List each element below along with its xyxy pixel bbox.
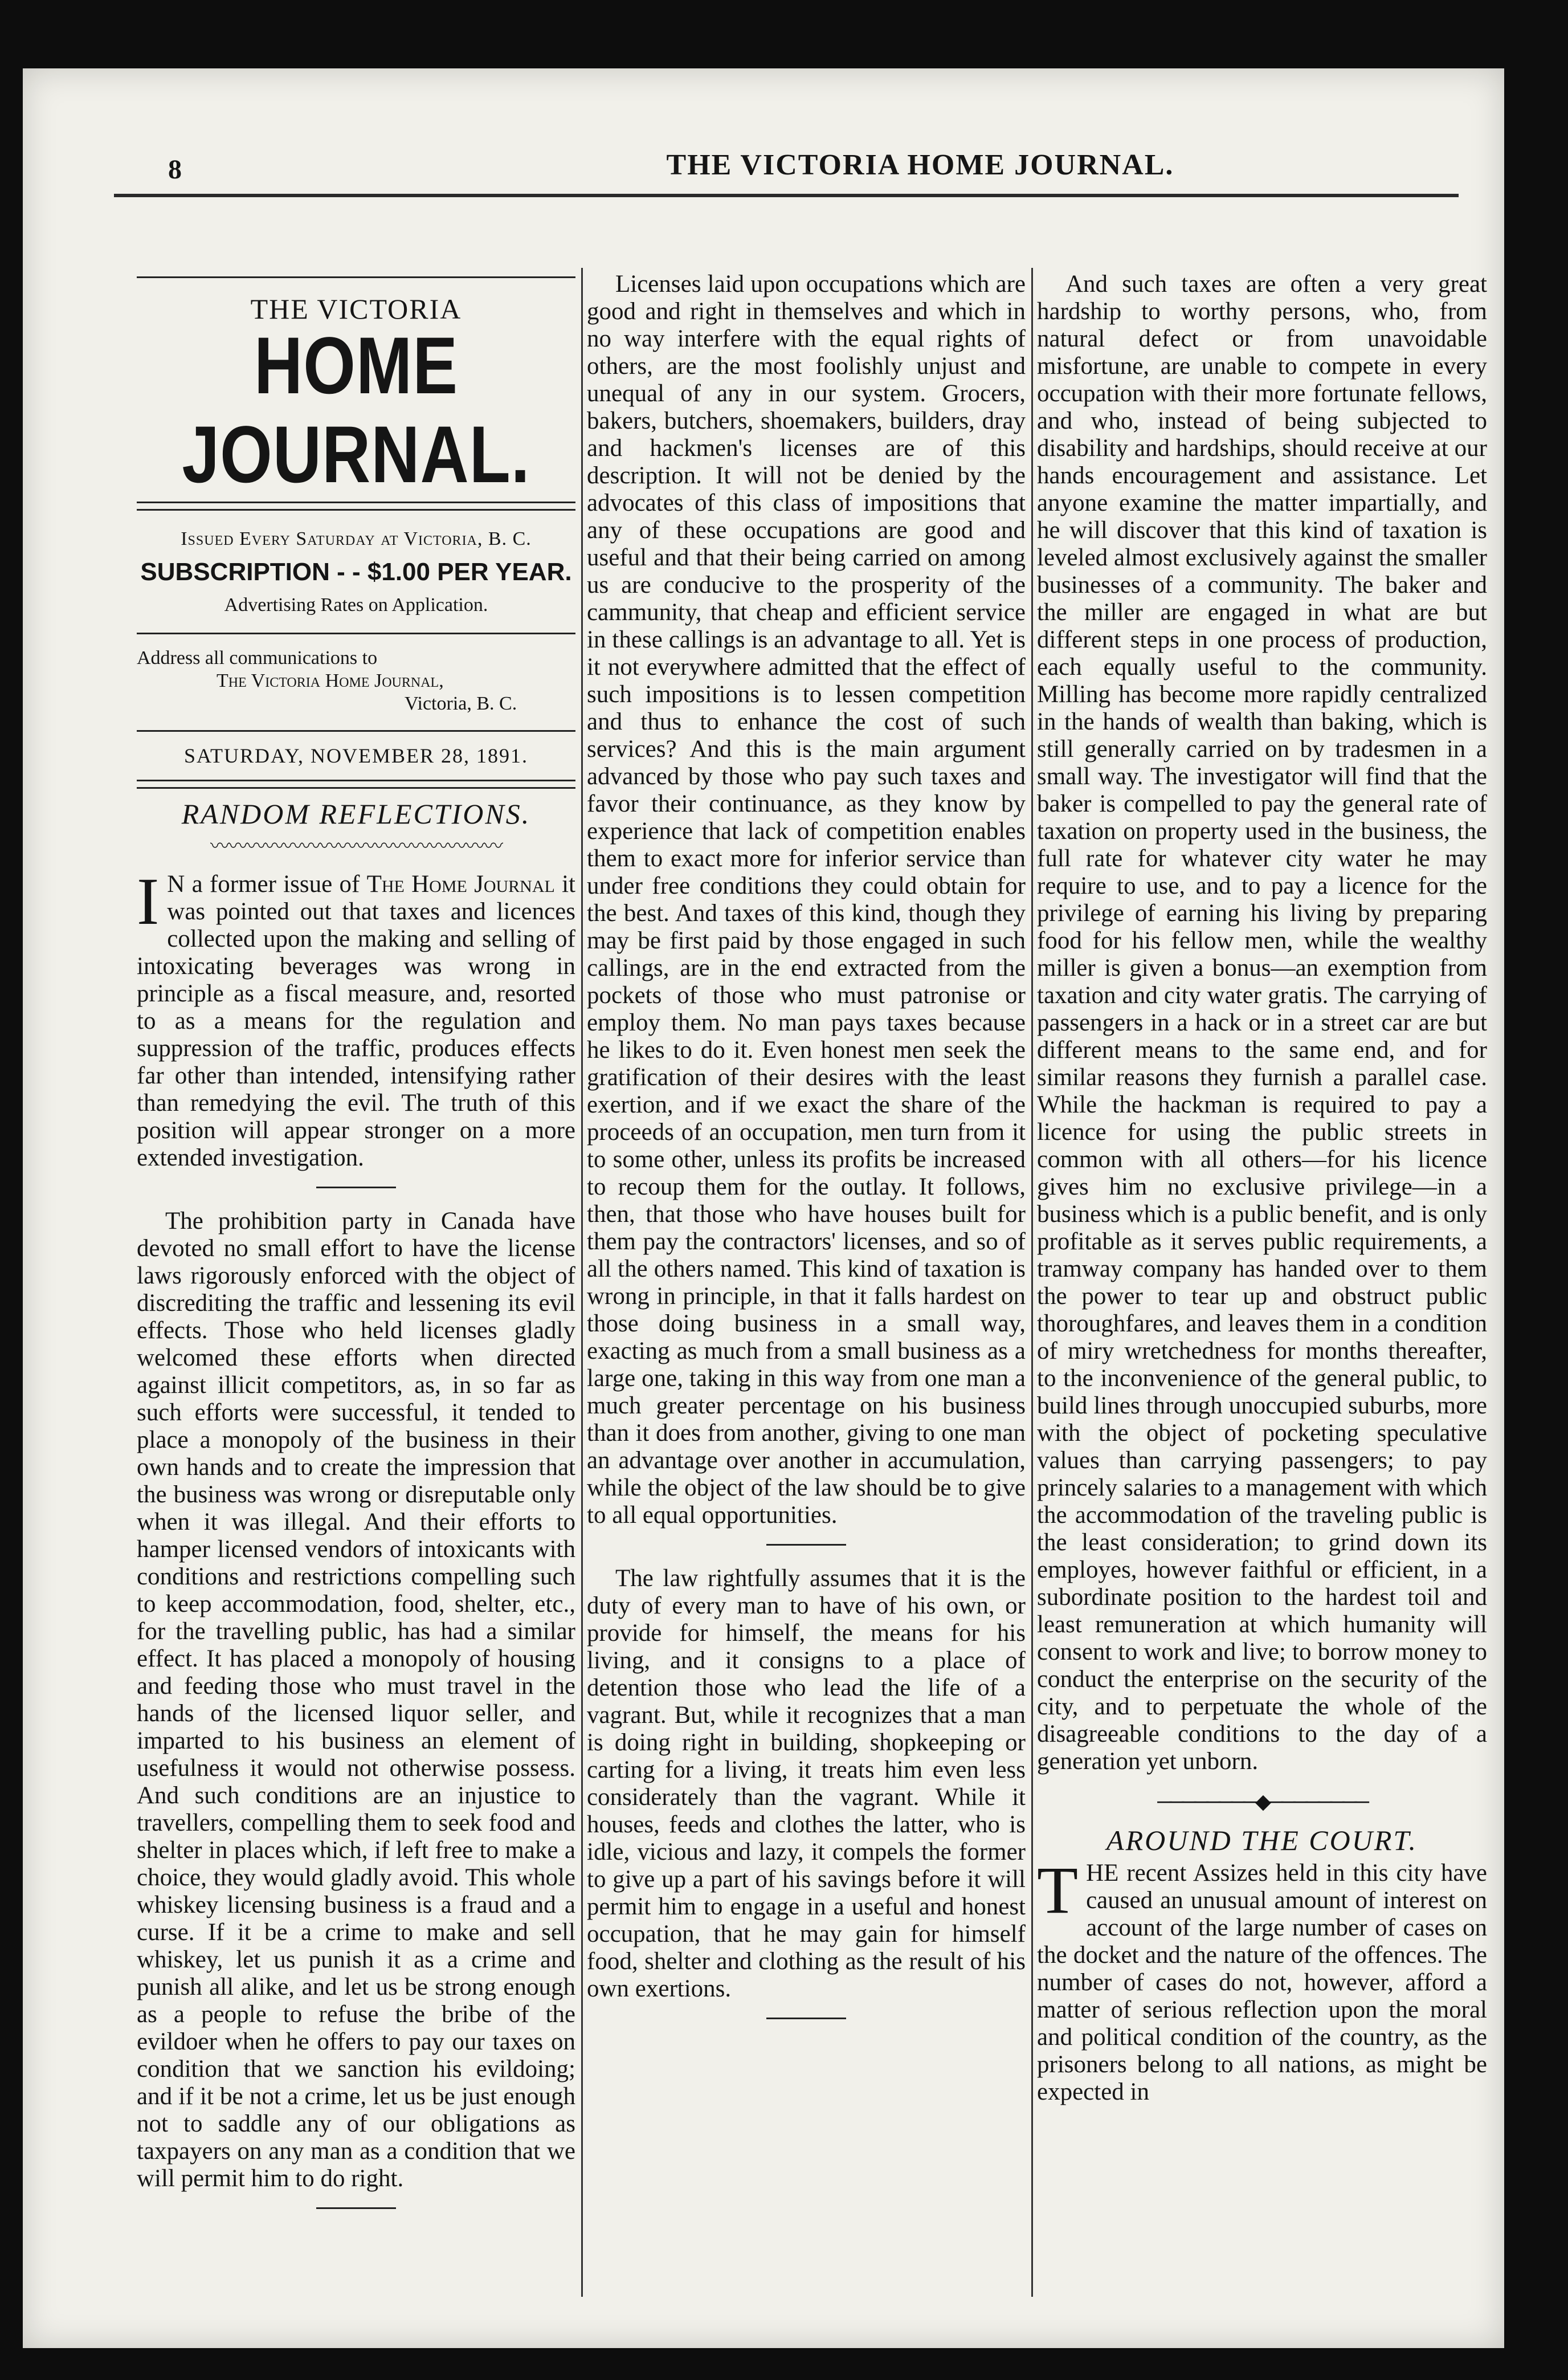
article-paragraph: The prohibition party in Canada have devoted no small effort to have the license laws rigorously enforced with the object of discrediting the traffic and lessening its evil effects. Those who held licenses gladly welcomed these efforts when directed against illicit competitors, as, in so far as such efforts were successful, it tended to place a monopoly of the business in their own hands and to create the impression that the business was wrong or disreputable only when it was illegal. And their efforts to hamper licensed vendors of intoxicants with conditions and restrictions compelling such to keep accommodation, food, shelter, etc., for the travelling public, has had a similar effect. It has placed a monopoly of housing and feeding those who must travel in the hands of the licensed liquor seller, and imparted to his business an element of usefulness it would not otherwise possess. And such conditions are an injustice to travellers, compelling them to seek food and shelter in places which, if left free to make a choice, they would gladly avoid. This whole whiskey licensing business is a fraud and a curse. If it be a crime to make and sell whiskey, let us punish it as a crime and punish all alike, and let us be strong enough as a people to refuse the bribe of the evildoer when he offers to pay our taxes on condition that we sanction his evildoing; and if it be not a crime, let us be just enough not to saddle any of our obligations as taxpayers on any man as a condition that we will permit him to do right. [137, 1208, 575, 2192]
lead-text: HE recent Assizes held in this city have caused an unusual amount of interest on account of the large number of cases on the docket and the nature of the offences. The number of cases do not, however, afford a matter of serious reflection upon the moral and political condition of the country, as the prisoners belong to all nations, as might be expected in [1037, 1860, 1487, 2105]
masthead-rule [137, 730, 575, 732]
ornamental-rule: 〰〰〰〰〰〰〰〰〰〰〰〰〰〰〰〰 [210, 836, 502, 857]
article-paragraph [1037, 1853, 1487, 2106]
masthead-rule [137, 276, 575, 278]
lead-text-continued: it was pointed out that taxes and licences collected upon the making and selling of intoxicating beverages was wrong in principle as a fiscal measure, and, resorted to as a means for the regulation and suppression of the traffic, produces effects far other than intended, intensifying rather than remedying the evil. The truth of this position will appear stronger on a more extended investigation. [137, 871, 575, 1171]
page-number: 8 [168, 154, 182, 185]
address-line: Address all communications to [137, 647, 378, 669]
paragraph-separator [766, 1544, 846, 1546]
newspaper-page [23, 68, 1504, 2348]
masthead-rule [137, 787, 575, 789]
article-paragraph [137, 864, 575, 1172]
masthead-rule [137, 780, 575, 781]
drop-cap: I [137, 864, 160, 939]
paragraph-separator [766, 2018, 846, 2019]
header-rule [114, 194, 1459, 197]
article-paragraph: Licenses laid upon occupations which are good and right in themselves and which in no way interfere with the equal rights of others, are the most foolishly unjust and unequal of any in our system. Grocers, bakers, butchers, shoemakers, builders, dray and hackmen's licenses are of this description. It will not be denied by the advocates of this class of impositions that any of these occupations are good and useful and that their being carried on among us are conducive to the prosperity of the cammunity, that cheap and efficient service in these callings is an advantage to all. Yet is it not everywhere admitted that the effect of such impositions is to lessen competition and thus to enhance the cost of such services? And this is the main argument advanced by those who pay such taxes and favor their continuance, as they know by experience that lack of competition enables them to exact more for inferior service than under free conditions they could obtain for the best. And taxes of this kind, though they may be first paid by those engaged in such callings, are in the end extracted from the pockets of those who must patronise or employ them. No man pays taxes because he likes to do it. Even honest men seek the gratification of their desires with the least exertion, and if we exact the share of the proceeds of an occupation, men turn from it to some other, unless its profits be increased to recoup them for the outlay. It follows, then, that those who have houses built for them pay the contractors' licenses, and so of all the others named. This kind of taxation is wrong in principle, in that it falls hardest on those doing business in a small way, exacting as much from a small business as a large one, taking in this way from one man a much greater percentage on his business than it does from another, giving to one man an advantage over another in accumulation, while the object of the law should be to give to all equal opportunities. [587, 271, 1026, 1529]
article-paragraph: And such taxes are often a very great hardship to worthy persons, who, from natural defect or from unavoidable misfortune, are unable to compete in every occupation with their more fortunate fellows, and who, instead of being subjected to disability and hardships, should receive at our hands encouragement and assistance. Let anyone examine the matter impartially, and he will discover that this kind of taxation is leveled almost exclusively against the smaller businesses of a community. The baker and the miller are engaged in what are but different steps in one process of production, each equally useful to the community. Milling has become more rapidly centralized in the hands of wealth than baking, which is still generally carried on by tradesmen in a small way. The investigator will find that the baker is compelled to pay the general rate of taxation on property used in the business, the full rate for whatever city water he may require to use, and to pay a licence for the privilege of earning his living by preparing food for his fellow men, while the wealthy miller is given a bonus—an exemption from taxation and city water gratis. The carrying of passengers in a hack or in a street car are but different means to the same end, and for similar reasons they furnish a parallel case. While the hackman is required to pay a licence for using the public streets in common with all others—for his licence gives him no exclusive privilege—in a business which is a public benefit, and is only profitable as it serves public requirements, a tramway company has handed over to them the power to tear up and obstruct public thoroughfares, and leaves them in a condition of miry wretchedness for months thereafter, to the inconvenience of the general public, to build lines through unoccupied suburbs, more with the object of pocketing speculative values than carrying passengers; to pay princely salaries to a management with which the accommodation of the traveling public is the least consideration; to grind down its employes, however faithful or efficient, in a subordinate position to the hardest toil and least remuneration at which humanity will consent to work and live; to borrow money to conduct the enterprise on the security of the city, and to perpetuate the whole of the disagreeable conditions to the day of a generation yet unborn. [1037, 271, 1487, 1775]
column-3 [1037, 271, 1487, 2106]
address-block [137, 647, 575, 715]
address-line: The Victoria Home Journal, [217, 670, 444, 691]
masthead-line-1: THE VICTORIA [250, 293, 462, 325]
column-2 [587, 271, 1026, 2039]
section-title-random-reflections: RANDOM REFLECTIONS. [181, 798, 531, 830]
lead-text: N a former issue of [167, 871, 367, 898]
subscription-price: SUBSCRIPTION - - $1.00 PER YEAR. [140, 558, 572, 586]
column-rule [1031, 268, 1033, 2297]
paragraph-separator [316, 1187, 396, 1188]
masthead-rule [137, 633, 575, 634]
journal-name: The Home Journal [366, 871, 555, 898]
masthead [137, 276, 575, 789]
section-title-around-the-court: AROUND THE COURT. [1106, 1824, 1418, 1856]
masthead-rule [137, 502, 575, 503]
advertising-note: Advertising Rates on Application. [224, 594, 488, 616]
masthead-rule [137, 509, 575, 511]
issue-notice: Issued Every Saturday at Victoria, B. C. [181, 528, 532, 549]
article-paragraph: The law rightfully assumes that it is the duty of every man to have of his own, or provide for himself, the means for his living, and it consigns to a place of detention those who lead the life of a vagrant. But, while it recognizes that a man is doing right in building, shopkeeping or carting for a living, it treats him even less considerately than the vagrant. While it houses, feeds and clothes the latter, who is idle, vicious and lazy, it compels the former to give up a part of his savings before it will permit him to engage in a useful and honest occupation, that he may gain for himself food, shelter and clothing as the result of his own exertions. [587, 1565, 1026, 2002]
running-title: THE VICTORIA HOME JOURNAL. [666, 149, 1174, 181]
section-divider: ────────◆──────── [1157, 1790, 1367, 1813]
masthead-title: HOME JOURNAL. [182, 320, 530, 500]
paragraph-separator [316, 2207, 396, 2209]
column-rule [581, 268, 583, 2297]
column-1 [137, 271, 575, 2228]
drop-cap: T [1037, 1853, 1079, 1927]
address-line: Victoria, B. C. [405, 693, 517, 714]
issue-date: SATURDAY, NOVEMBER 28, 1891. [183, 744, 529, 767]
